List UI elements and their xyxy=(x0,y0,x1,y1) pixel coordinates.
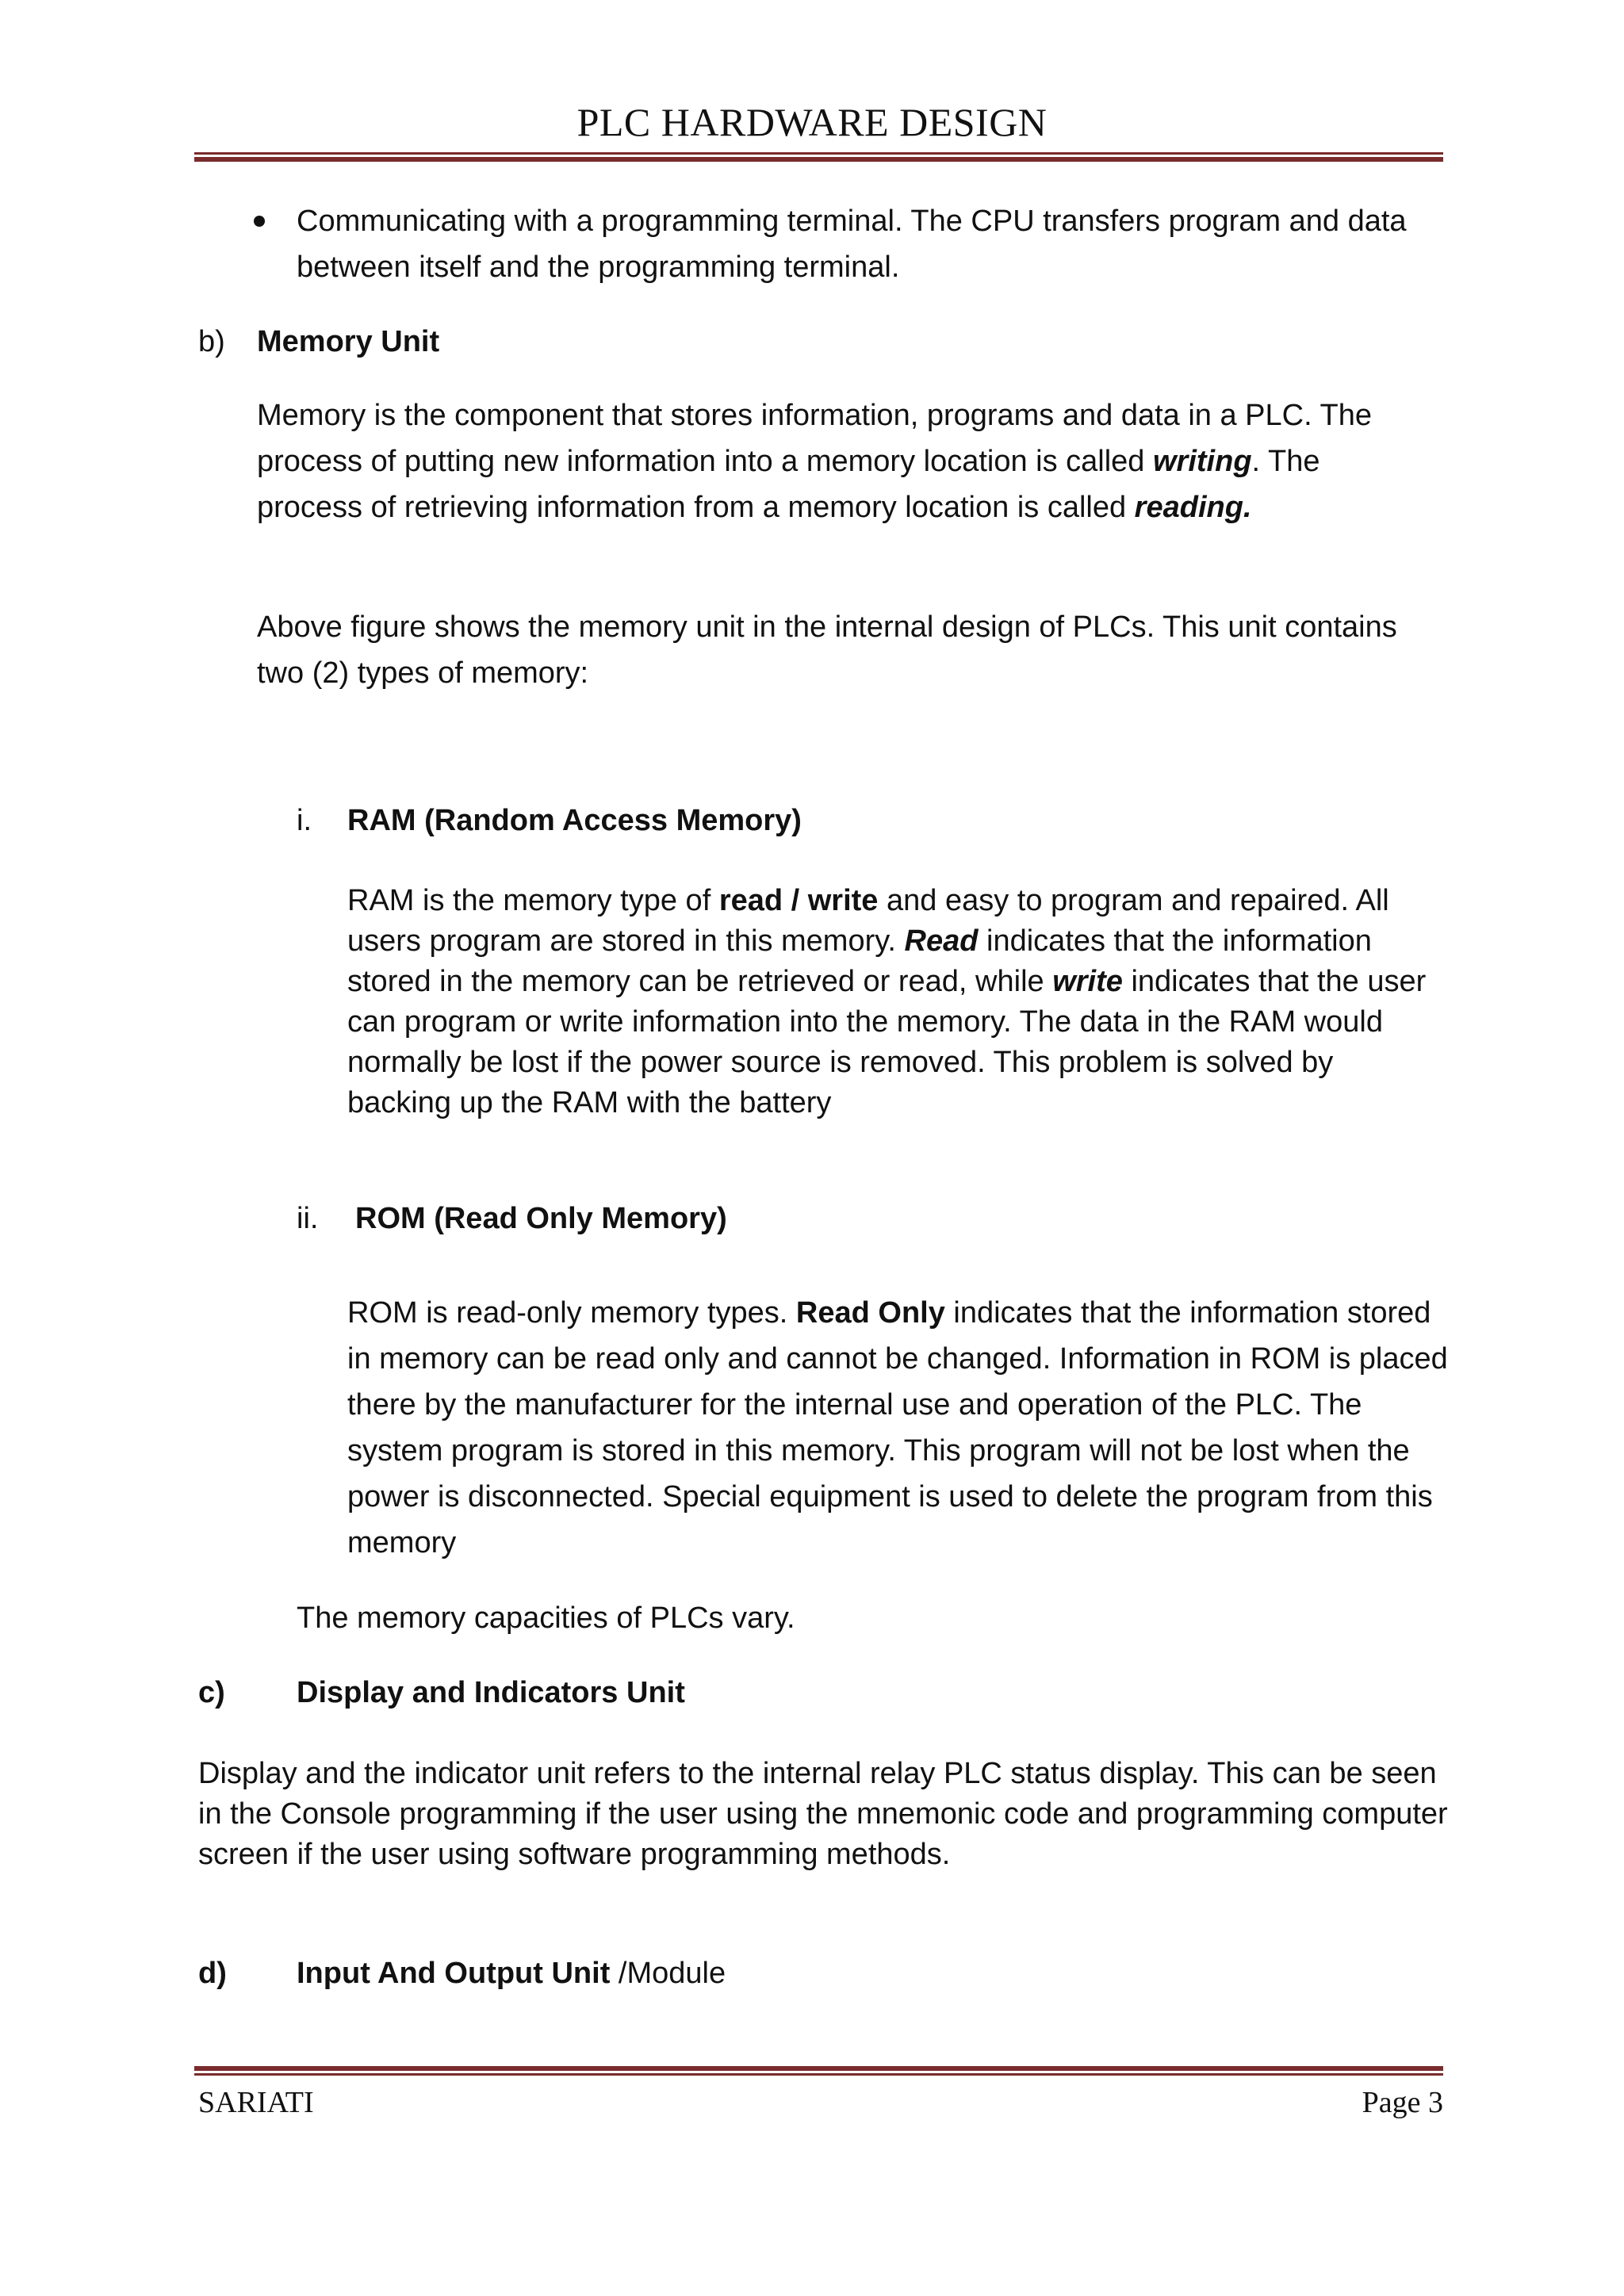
section-b-marker: b) xyxy=(198,325,225,358)
section-d-marker: d) xyxy=(198,1957,227,1990)
section-c-marker: c) xyxy=(198,1676,225,1709)
bullet-icon xyxy=(254,216,265,227)
term-writing: writing xyxy=(1153,445,1252,478)
section-d-suffix: /Module xyxy=(610,1957,726,1990)
header-rule-top xyxy=(194,152,1443,155)
term-reading: reading. xyxy=(1134,491,1252,524)
ram-text-2: and easy to program and repaired. All users program are stored in this memory. xyxy=(347,884,1389,958)
display-unit-paragraph: Display and the indicator unit refers to the internal relay PLC status display. This can be seen in the Console programming if the user using the mnemonic code and programming computer screen if the user using software programming methods. xyxy=(198,1757,1448,1871)
rom-text-2: indicates that the information stored in memory can be read only and cannot be changed. Information in ROM is placed there by the manufacturer for the internal use and operation of the PLC. The system program is stored in this memory. This program will not be lost when the power is disconnected. Special equipment is used to delete the program from this memory xyxy=(347,1296,1448,1559)
ram-text-3: indicates that the information stored in the memory can be retrieved or read, while xyxy=(347,924,1372,998)
ram-text-1: RAM is the memory type of xyxy=(347,884,719,917)
term-read: Read xyxy=(904,924,979,958)
section-c-heading: Display and Indicators Unit xyxy=(297,1676,685,1709)
footer-rule-top xyxy=(194,2066,1443,2071)
footer-page-number: Page 3 xyxy=(1362,2086,1443,2119)
ram-paragraph xyxy=(347,881,1442,1123)
footer-rule-bottom xyxy=(194,2073,1443,2076)
ram-heading: RAM (Random Access Memory) xyxy=(347,804,802,837)
header-rule-bottom xyxy=(194,157,1443,162)
term-read-only: Read Only xyxy=(795,1296,945,1330)
section-d-heading-line xyxy=(297,1950,726,1996)
ram-text-4: indicates that the user can program or write information into the memory. The data in the RAM would normally be lost if the power source is removed. This problem is solved by backing up the RAM with the battery xyxy=(347,965,1427,1119)
memory-definition-text-2: . The process of retrieving information from a memory location is called xyxy=(257,445,1320,524)
rom-marker: ii. xyxy=(297,1202,319,1235)
term-read-write: read / write xyxy=(718,884,879,917)
rom-text-1: ROM is read-only memory types. xyxy=(347,1296,796,1330)
section-b-heading: Memory Unit xyxy=(257,325,440,358)
memory-types-intro: Above figure shows the memory unit in the internal design of PLCs. This unit contains two (2) types of memory: xyxy=(257,610,1397,690)
memory-capacity-note: The memory capacities of PLCs vary. xyxy=(297,1601,795,1635)
rom-paragraph xyxy=(347,1290,1457,1566)
rom-heading: ROM (Read Only Memory) xyxy=(355,1202,727,1235)
section-d-heading: Input And Output Unit xyxy=(297,1957,611,1990)
memory-definition-text-1: Memory is the component that stores information, programs and data in a PLC. The process of putting new information into a memory location is called xyxy=(257,399,1372,478)
bullet-text: Communicating with a programming terminal. The CPU transfers program and data between itself and the programming terminal. xyxy=(297,205,1407,284)
term-write: write xyxy=(1052,965,1123,998)
page-header-title: PLC HARDWARE DESIGN xyxy=(576,100,1048,144)
memory-definition-paragraph xyxy=(257,392,1399,530)
footer-author: SARIATI xyxy=(198,2086,314,2119)
ram-marker: i. xyxy=(297,804,312,837)
